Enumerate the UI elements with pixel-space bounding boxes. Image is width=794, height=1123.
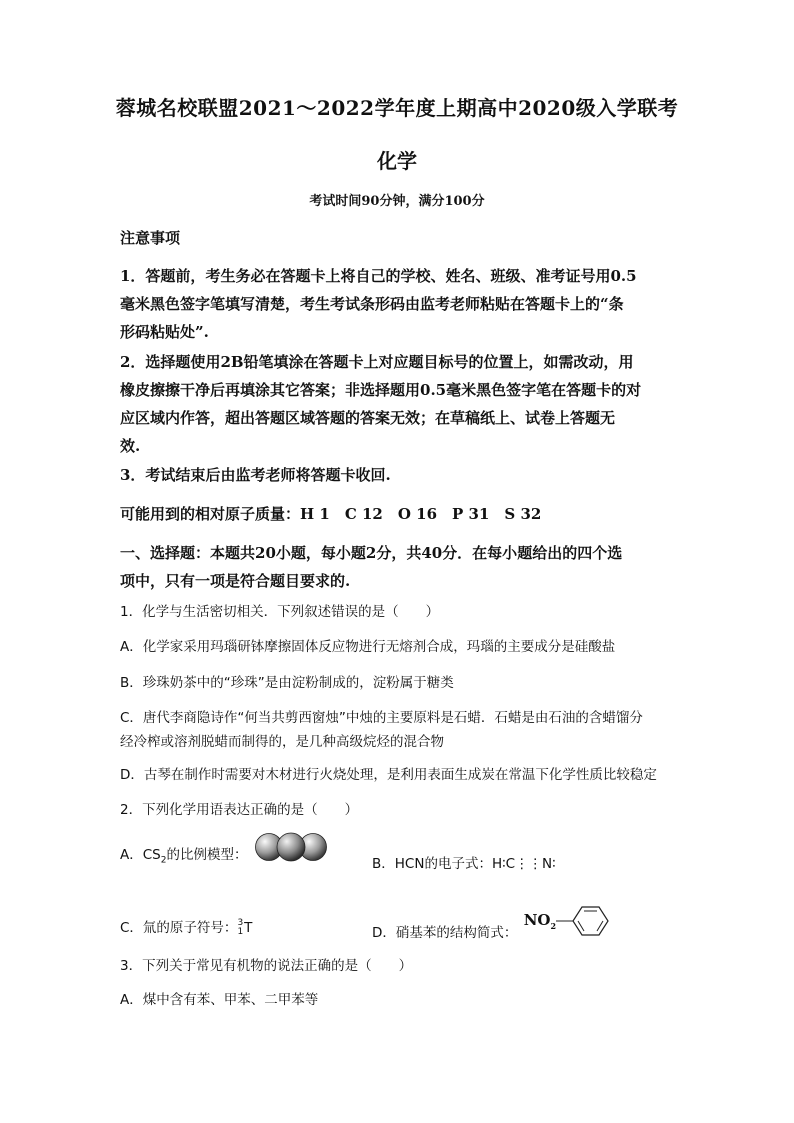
- question-2-option-a: [120, 838, 328, 872]
- q2b-prefix: B．HCN的电子式：: [372, 856, 492, 872]
- nitro-group-subscript: 2: [550, 921, 557, 931]
- note-item-1-line-3: 形码粘贴处”.: [120, 323, 209, 341]
- question-3-stem: 3．下列关于常见有机物的说法正确的是（ ）: [120, 958, 413, 974]
- question-1-option-b: B．珍珠奶茶中的“珍珠”是由淀粉制成的，淀粉属于糖类: [120, 675, 454, 691]
- question-1-option-a: A．化学家采用玛瑙研钵摩擦固体反应物进行无熔剂合成，玛瑙的主要成分是硅酸盐: [120, 639, 616, 655]
- exam-time: 考试时间90分钟，满分100分: [309, 194, 485, 209]
- question-1-option-d: D．古琴在制作时需要对木材进行火烧处理，是利用表面生成炭在常温下化学性质比较稳定: [120, 767, 657, 783]
- note-item-3: 3．考试结束后由监考老师将答题卡收回.: [120, 466, 391, 484]
- question-2-option-d: [372, 911, 616, 950]
- note-item-2-line-4: 效.: [120, 437, 141, 455]
- benzene-ring-icon: [556, 904, 616, 938]
- nitrobenzene-structure-image: [524, 904, 616, 938]
- section-one-heading: [120, 539, 680, 595]
- question-2-option-c: [120, 916, 252, 937]
- tritium-nuclide-numbers: [237, 919, 243, 937]
- q2a-prefix: A．CS: [120, 847, 161, 863]
- question-2-option-b: [372, 852, 556, 872]
- question-2-stem: 2．下列化学用语表达正确的是（ ）: [120, 802, 359, 818]
- section-one-line-1: 一、选择题：本题共20小题，每小题2分，共40分．在每小题给出的四个选: [120, 544, 623, 562]
- atomic-masses: 可能用到的相对原子质量：H 1 C 12 O 16 P 31 S 32: [120, 505, 542, 523]
- tritium-mass-number: 3: [237, 918, 244, 928]
- notes-heading: 注意事项: [120, 229, 181, 247]
- note-item-2-line-1: 2．选择题使用2B铅笔填涂在答题卡上对应题目标号的位置上，如需改动，用: [120, 353, 634, 371]
- q2c-prefix: C．氚的原子符号：: [120, 920, 238, 936]
- section-one-line-2: 项中，只有一项是符合题目要求的.: [120, 572, 351, 590]
- q2d-prefix: D．硝基苯的结构简式：: [372, 925, 518, 941]
- nitro-group-text: NO: [523, 911, 551, 929]
- note-item-2: [120, 348, 680, 460]
- q2a-suffix: 的比例模型：: [166, 847, 248, 863]
- hcn-electron-formula: H∶C⋮⋮N∶: [491, 856, 556, 872]
- q2a-subscript: 2: [160, 855, 167, 866]
- note-item-2-line-3: 应区域内作答，超出答题区域答题的答案无效；在草稿纸上、试卷上答题无: [120, 409, 616, 427]
- question-1-option-c: [120, 706, 685, 754]
- exam-title: 蓉城名校联盟2021～2022学年度上期高中2020级入学联考: [115, 96, 679, 120]
- question-1-option-c-line-1: C．唐代李商隐诗作“何当共剪西窗烛”中烛的主要原料是石蜡．石蜡是由石油的含蜡馏分: [120, 710, 643, 726]
- note-item-1-line-1: 1．答题前，考生务必在答题卡上将自己的学校、姓名、班级、准考证号用0.5: [120, 267, 637, 285]
- question-3-option-a: A．煤中含有苯、甲苯、二甲苯等: [120, 992, 319, 1008]
- note-item-2-line-2: 橡皮擦擦干净后再填涂其它答案；非选择题用0.5毫米黑色签字笔在答题卡的对: [120, 381, 642, 399]
- note-item-1-line-2: 毫米黑色签字笔填写清楚，考生考试条形码由监考老师粘贴在答题卡上的“条: [120, 295, 624, 313]
- tritium-symbol: T: [244, 920, 253, 936]
- question-1-option-c-line-2: 经冷榨或溶剂脱蜡而制得的，是几种高级烷烃的混合物: [120, 734, 444, 750]
- nitro-group-label: [524, 911, 556, 929]
- subject-title: 化学: [377, 149, 417, 173]
- note-item-1: [120, 262, 680, 346]
- cs2-space-filling-model-image: [254, 832, 328, 866]
- tritium-atomic-number: 1: [237, 927, 244, 937]
- question-1-stem: 1．化学与生活密切相关．下列叙述错误的是（ ）: [120, 604, 440, 620]
